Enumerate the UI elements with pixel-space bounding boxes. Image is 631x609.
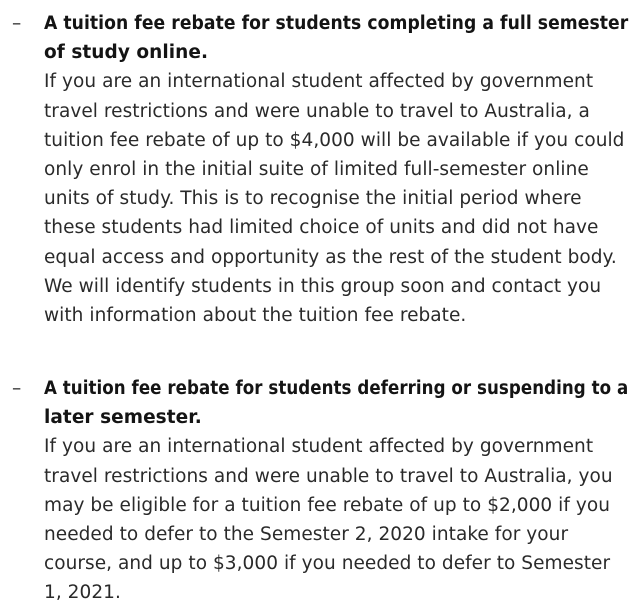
body-line: 1, 2021. — [44, 582, 121, 604]
body-line: these students had limited choice of units and did not have — [44, 217, 599, 239]
item-heading — [44, 374, 628, 432]
heading-line: A tuition fee rebate for students completing a full semester — [44, 13, 629, 34]
body-line: with information about the tuition fee rebate. — [44, 305, 467, 327]
item-heading — [44, 9, 628, 67]
heading-line: later semester. — [44, 407, 202, 429]
body-line: travel restrictions and were unable to travel to Australia, you — [44, 465, 613, 487]
dash-bullet: – — [12, 13, 22, 34]
body-line: may be eligible for a tuition fee rebate of up to $2,000 if you — [44, 494, 610, 516]
body-line: We will identify students in this group soon and contact you — [44, 275, 602, 297]
item-body — [44, 67, 628, 330]
body-line: equal access and opportunity as the rest of the student body. — [44, 246, 617, 268]
body-line: course, and up to $3,000 if you needed to defer to Semester — [44, 553, 611, 575]
body-line: units of study. This is to recognise the initial period where — [44, 188, 582, 210]
body-line: needed to defer to the Semester 2, 2020 intake for your — [44, 524, 569, 546]
body-line: tuition fee rebate of up to $4,000 will be available if you could — [44, 129, 625, 151]
dash-bullet: – — [12, 378, 22, 399]
list-item-content — [44, 374, 628, 608]
heading-line: A tuition fee rebate for students deferring or suspending to a — [44, 378, 629, 399]
body-line: only enrol in the initial suite of limited full-semester online — [44, 159, 589, 181]
body-line: travel restrictions and were unable to travel to Australia, a — [44, 100, 590, 122]
item-body — [44, 432, 628, 607]
heading-line: of study online. — [44, 42, 209, 64]
body-line: If you are an international student affected by government — [44, 71, 594, 93]
list-item-content — [44, 9, 628, 330]
body-line: If you are an international student affected by government — [44, 436, 594, 458]
